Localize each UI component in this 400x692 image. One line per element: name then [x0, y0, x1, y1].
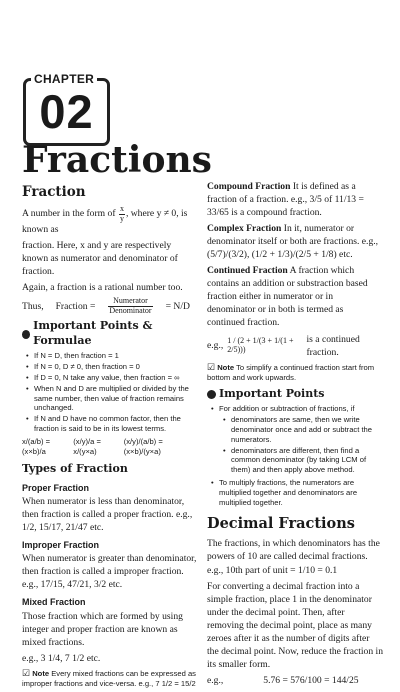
continued-fraction: Continued Fraction A fraction which contains an addition or substraction based fraction either in numerator or in denominator or in both is termed as continued fraction. [207, 265, 368, 329]
important-points-list [22, 351, 198, 434]
fraction-definition-3: Again, a fraction is a rational number too. [22, 282, 183, 294]
proper-text: When numerator is less than denominator, then fraction is called a proper fraction. e.g., 1/2, 15/17, 21/47 etc. [22, 495, 193, 533]
improper-text: When numerator is greater than denominator, then fraction is called a improper fraction. e.g., 17/15, 47/21, 3/2 etc. [22, 553, 197, 591]
list-item: • For addition or subtraction of fractions, if • denominators are same, then we write denominator once and add or subtract the numerators. • denominators are different, then find a common denominator (by taking LCM of them) and then apply above method. [219, 404, 383, 475]
important-points-list [207, 404, 383, 508]
list-item: • If D = 0, N take any value, then fraction = ∞ [34, 373, 198, 383]
compound-fraction: Compound Fraction It is defined as a fraction of a fraction. e.g., 3/5 of 11/13 = 33/65 is a compound fraction. [207, 181, 364, 219]
formula: x/(a/b) = (x×b)/a [22, 436, 51, 457]
important-points-heading: Important Points & Formulae [22, 319, 198, 349]
mixed-heading: Mixed Fraction [22, 597, 86, 608]
bullet-circle-icon [207, 390, 216, 399]
fraction-formula: Thus, Fraction = Numerator Denominator = N/D [22, 296, 190, 315]
mixed-example: e.g., 3 1/4, 7 1/2 etc. [22, 652, 101, 664]
continued-fraction-expression: 1 / (2 + 1/(3 + 1/(1 + 2/5))) [227, 335, 294, 354]
decimal-example: e.g., 5.76 = 576/100 = 144/25 [207, 674, 359, 686]
improper-heading: Improper Fraction [22, 539, 100, 550]
list-item: • If N = 0, D ≠ 0, then fraction = 0 [34, 362, 198, 372]
decimal-text-2: For converting a decimal fraction into a simple fraction, place 1 in the denominator under the decimal point. Then, after removing the decimal point, place as many zeroes after it as the number of digits after the decimal point. Now, reduce the fraction in its smaller form. [207, 580, 383, 670]
decimal-text-1: The fractions, in which denominators has the powers of 10 are called decimal fractions. e.g., 10th part of unit = 1/10 = 0.1 [207, 538, 380, 576]
page-title: Fractions [22, 139, 212, 181]
chapter-number: 02 [39, 85, 94, 138]
proper-heading: Proper Fraction [22, 482, 90, 493]
x-over-y: $\frac{x}{y}$ [119, 204, 124, 223]
note: ☑ Note To simplify a continued fraction start from bottom and work upwards. [207, 361, 375, 383]
continued-example: e.g., 1 / (2 + 1/(3 + 1/(1 + 2/5))) is a continued fraction. [207, 333, 360, 358]
list-item: • denominators are different, then find a common denominator (by taking LCM of them) and then apply above method. [231, 446, 383, 476]
list-item: • When N and D are multiplied or divided by the same number, then value of fraction remains unchanged. [34, 384, 198, 414]
formula-row [22, 437, 198, 458]
right-column [207, 180, 383, 690]
important-points-heading: Important Points [207, 387, 383, 402]
chapter-label: CHAPTER [31, 72, 97, 86]
fraction-definition: A number in the form of $\frac{x}{y}$ , where y ≠ 0, is known as [22, 204, 188, 236]
note-check-icon: ☑ [22, 667, 31, 678]
mixed-text: Those fraction which are formed by using integer and proper fraction are known as mixed fractions. [22, 610, 183, 648]
bullet-circle-icon [22, 330, 30, 339]
left-column [22, 183, 198, 692]
formula: (x/y)/(a/b) = (x×b)/(y×a) [123, 436, 163, 457]
formula: (x/y)/a = x/(y×a) [73, 436, 101, 457]
complex-fraction: Complex Fraction In it, numerator or denominator itself or both are fractions. e.g., (5/7)/(3/2), (1/2 + 1/3)/(2/5 + 1/8) etc. [207, 223, 379, 261]
list-item: • denominators are same, then we write denominator once and add or subtract the numerators. [231, 415, 383, 445]
fraction-definition-2: fraction. Here, x and y are respectively known as numerator and denominator of fraction. [22, 240, 178, 278]
list-item: • If N = D, then fraction = 1 [34, 351, 198, 361]
list-item: • To multiply fractions, the numerators are multiplied together and denominators are multiplied together. [219, 478, 383, 508]
list-item: • If N and D have no common factor, then the fraction is said to be in its lowest terms. [34, 414, 198, 434]
decimal-heading: Decimal Fractions [207, 514, 355, 532]
fraction-heading: Fraction [22, 184, 86, 200]
note: ☑ Note Every mixed fractions can be expressed as improper fractions and vice-versa. e.g., 7 1/2 = 15/2 [22, 667, 196, 689]
types-heading: Types of Fraction [22, 461, 128, 475]
note-check-icon: ☑ [207, 361, 216, 372]
